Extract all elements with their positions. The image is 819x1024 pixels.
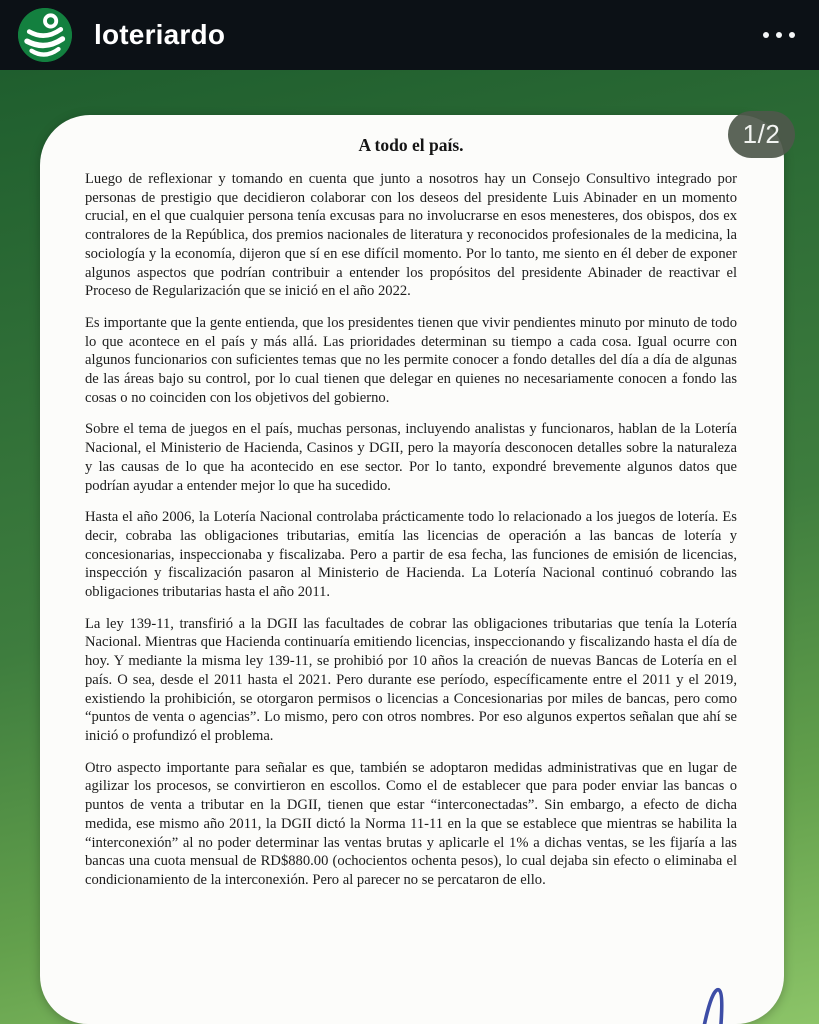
username[interactable]: loteriardo [94,19,226,50]
more-options-button[interactable] [757,0,801,70]
document-paragraph: Otro aspecto importante para señalar es que, también se adoptaron medidas administrativas que en lugar de agilizar los procesos, se convirtieron en escollos. Como el de establecer que para poder enviar las bancas o puntos de venta a tributar en la DGII, tienen que estar “interconectadas”. Sin embargo, a efecto de dicha medida, ese mismo año 2011, la DGII dictó la Norma 11-11 en la que se establece que mientras se habilita la “interconexión” al no poder determinar las ventas brutas y aplicarle el 1% a dichas ventas, se les fijaría a las bancas una cuota mensual de RD$880.00 (ochocientos ochenta pesos), lo cual dejaba sin efecto o eliminaba el condicionamiento de la interconexión. Pero al parecer no se percataron de ello. [85,759,737,888]
post-header [0,0,819,70]
document-paragraph: La ley 139-11, transfirió a la DGII las facultades de cobrar las obligaciones tributarias que tenía la Lotería Nacional. Mientras que Hacienda continuaría emitiendo licencias, inspeccionando y fiscalizando hasta el día de hoy. Y mediante la misma ley 139-11, se prohibió por 10 años la creación de nuevas Bancas de Lotería en el país. O sea, desde el 2011 hasta el 2021. Pero durante ese período, específicamente entre el 2011 y el 2019, existiendo la prohibición, se otorgaron permisos o licencias a Concesionarias por miles de bancas, pero como “puntos de venta o agencias”. Lo mismo, pero con otros nombres. Por eso algunos expertos señalan que ahí se inició o profundizó el problema. [85,615,737,744]
ellipsis-icon [763,32,769,38]
document-paragraph: Luego de reflexionar y tomando en cuenta que junto a nosotros hay un Consejo Consultivo integrado por personas de prestigio que decidieron colaborar con los deseos del presidente Luis Abinader en un momento crucial, en el que cualquier persona tenía excusas para no involucrarse en esos menesteres, dos obispos, dos ex contralores de la República, dos premios nacionales de literatura y reconocidos profesionales de la medicina, la sociología y la economía, dijeron que sí en ese difícil momento. Por lo tanto, me siento en él deber de exponer algunos aspectos que podrían contribuir a entender los propósitos del presidente Abinader de reactivar el Proceso de Regularización que se inició en el año 2022. [85,171,737,300]
document-paragraph: Sobre el tema de juegos en el país, muchas personas, incluyendo analistas y funcionaros, hablan de la Lotería Nacional, el Ministerio de Hacienda, Casinos y DGII, pero la mayoría desconocen detalles sobre la naturaleza y las causas de lo que ha acontecido en ese sector. Por lo tanto, expondré brevemente algunos datos que podrían ayudar a entender mejor lo que ha sucedido. [85,421,737,494]
document-paragraph: Es importante que la gente entienda, que los presidentes tienen que vivir pendientes minuto por minuto de todo lo que acontece en el país y más allá. Las prioridades determinan su tiempo a cada cosa. Igual ocurre con algunos funcionarios con suficientes temas que no les permite conocer a fondo detalles del día a día de algunas de las áreas bajo su control, por lo cual tienen que delegar en quienes no necesariamente conocen a fondo las cosas o no coinciden con los objetivos del gobierno. [85,314,737,406]
loteriardo-logo-icon [18,8,72,62]
signature-ink-icon [692,980,762,1024]
document-title: A todo el país. [358,135,464,155]
page-indicator-badge: 1/2 [728,111,795,158]
scanned-document-page [40,115,784,1024]
post-image[interactable] [0,70,819,1024]
document-paragraph: Hasta el año 2006, la Lotería Nacional controlaba prácticamente todo lo relacionado a los juegos de lotería. Es decir, cobraba las obligaciones tributarias, emitía las licencias de operación a las bancas de lotería y concesionarias, inspeccionaba y fiscalizaba. Pero a partir de esa fecha, las funciones de emisión de licencias, inspección y fiscalización pasaron al Ministerio de Hacienda. La Lotería Nacional continuó cobrando las obligaciones tributarias hasta el año 2011. [85,509,737,601]
avatar[interactable] [18,8,72,62]
